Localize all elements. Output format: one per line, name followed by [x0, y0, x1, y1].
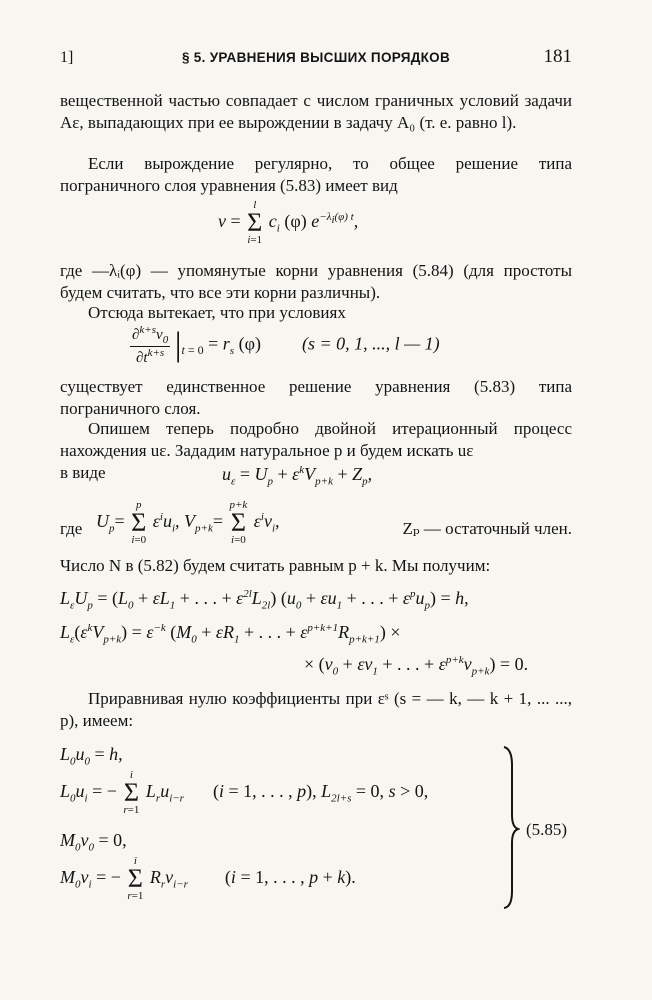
running-header: [60, 46, 572, 76]
condition-range: (s = 0, 1, ..., l — 1): [301, 333, 440, 354]
paragraph-7-start: где: [60, 519, 83, 538]
equation-operator-1: $L_\varepsilon U_p = (L_0 + \varepsilon L_1$ + . . . + $\varepsilon^{2l}L_{2l}$) ($u_0 + \varepsilon u_1$ + . . . + $\varepsilon^pu_p) = h$,: [60, 588, 469, 612]
system-line-3: $M_0v_0 = 0$,: [60, 830, 127, 854]
paragraph-5: существует единственное решение уравнения (5.83) типа пограничного слоя.: [60, 377, 572, 418]
equation-number: (5.85): [526, 820, 568, 839]
paragraph-9: Приравнивая нулю коэффициенты при εˢ (s = — k, — k + 1, ... ..., p), имеем:: [60, 689, 572, 730]
equation-representation: $u_\varepsilon = U_p + \varepsilon^kV_{p+k} + Z_p$,: [222, 464, 373, 488]
system-line-2: $L_0u_i$ = − i Σ r=1 $L_ru_{i-r}$ (i = 1, . . . , p), $L_{2l+s} = 0$, s > 0,: [60, 769, 429, 816]
system-brace: [500, 745, 520, 910]
paragraph-2: Если вырождение регулярно, то общее решение типа пограничного слоя уравнения (5.83) имеет вид: [60, 154, 572, 195]
paragraph-8: Число N в (5.82) будем считать равным p + k. Мы получим:: [60, 556, 491, 575]
paragraph-6-end: в виде: [60, 463, 106, 482]
paragraph-6: Опишем теперь подробно двойной итерационный процесс нахождения uε. Зададим натуральное p и будем искать uε: [60, 419, 572, 460]
paragraph-7-end: Zₚ — остаточный член.: [402, 519, 572, 538]
system-line-1: $L_0u_0 = h$,: [60, 744, 123, 768]
equation-operator-2: $L_\varepsilon(\varepsilon^kV_{p+k}) = \varepsilon^{-k}$ ($M_0 + \varepsilon R_1$ + . . . + $\varepsilon^{p+k+1}R_{p+k+1}$) ×: [60, 622, 401, 646]
equation-conditions: $\frac{\partial^{k+s}v_0}{\partial t^{k+s}}$ $|_{t = 0} = r_s$ (φ) (s = 0, 1, ..., l — 1): [132, 324, 440, 366]
chapter-mark: 1]: [60, 49, 74, 66]
paragraph-1: вещественной частью совпадает с числом граничных условий задачи Aε, выпадающих при ее вырождении в задачу A₀ (т. е. равно l).: [60, 91, 572, 132]
equation-operator-2-cont: × ($v_0 + \varepsilon v_1$ + . . . + $\varepsilon^{p+k}v_{p+k}) = 0$.: [304, 654, 529, 678]
system-line-4: $M_0v_i$ = − i Σ r=1 $R_rv_{i-r}$ (i = 1, . . . , p + k).: [60, 855, 356, 902]
page-number: 181: [543, 46, 572, 67]
equation-definitions: $U_p=$ p Σ i=0 $\varepsilon^iu_i$, $V_{p+k}=$ p+k Σ i=0 $\varepsilon^iv_i$,: [96, 499, 280, 546]
section-title: § 5. УРАВНЕНИЯ ВЫСШИХ ПОРЯДКОВ: [181, 50, 451, 65]
paragraph-3: где —λᵢ(φ) — упомянутые корни уравнения (5.84) (для простоты будем считать, что все эти корни различны).: [60, 261, 572, 302]
equation-boundary-layer: v = l Σ i=1 $c_i$ (φ) $e^{-\lambda_i(\varphi) t}$,: [218, 199, 359, 246]
paragraph-4: Отсюда вытекает, что при условиях: [88, 303, 346, 322]
